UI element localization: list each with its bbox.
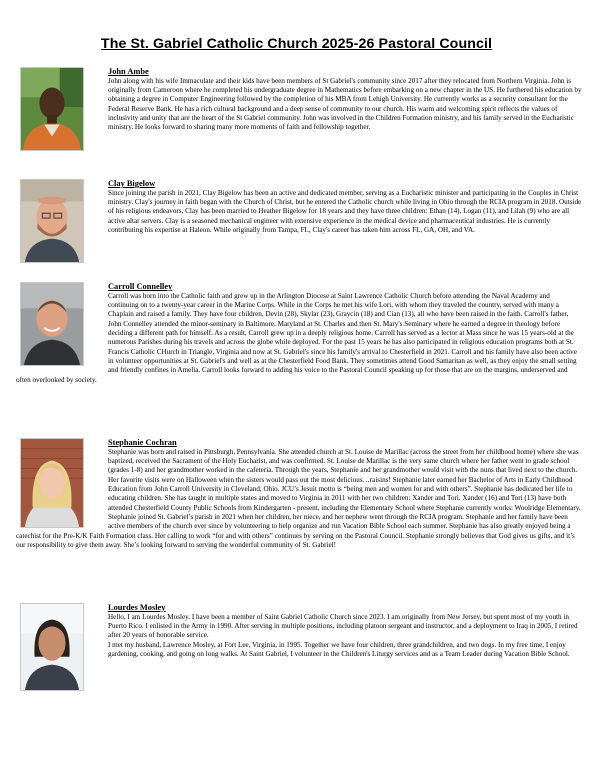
member-photo [20, 67, 84, 151]
member-photo [20, 603, 84, 691]
member-bio-clay-bigelow [16, 179, 582, 265]
member-bio-john-ambe [16, 67, 582, 153]
member-bio-lourdes-mosley [16, 603, 582, 693]
member-bio-carroll-connelley [16, 282, 582, 385]
member-name: Lourdes Mosley [108, 603, 166, 612]
member-bio-text: Carroll was born into the Catholic faith and grew up in the Arlington Diocese at Saint Lawrence Catholic Church before attending the Naval Academy and continuing on to a twenty-year career in the Marine Corps. While in the Corps he met his wife Lori, with whom they traveled the country, served with many a Chaplain and raised a family. They have four children, Devin (28), Skylar (23), Graycin (18) and Cian (13), all who have been raised in the faith. Carroll's father, John Connelley attended the minor-seminary in Baltimore, Maryland at St. Charles and then St. Mary's Seminary where he earned a degree in theology before deciding a different path for himself. As a result, Carroll grew up in a deeply religious home. Carroll has served as a lector at Mass since he was 15 years-old at the numerous Parishes during his travels and across the globe while deployed. For the past 15 years he has also participated in religious education programs both at St. Francis Catholic CHurch in Triangle, Virginia and now at St. Gabriel's since his family's arrival to Chesterfield in 2021. Carroll and his family have also been active in volunteer opportunities at St. Gabriel's and well as at the Chesterfield Food Bank. They sometimes attend Good Samaritan as well, as they enjoy the small setting and friendly confines in Amelia. Carroll looks forward to adding his voice to the Pastoral Council speaking up for those that are on the margins, underserved and often overlooked by society. [16, 291, 577, 384]
member-bio-text: John along with his wife Immaculate and their kids have been members of St Gabriel's community since 2017 after they relocated from Northern Virginia. John is originally from Cameroon where he completed his undergraduate degree in Mathematics before embarking on a new chapter in the US. He furthered his education by obtaining a degree in Computer Engineering followed by the completion of his MBA from Lehigh University. He currently works as a security consultant for the Federal Reserve Bank. He has a rich cultural background and a deep sense of community to our church. His warm and welcoming spirit reflects the values of inclusivity and unity that are the heart of the St Gabriel community. John was involved in the Children Formation ministry, and his family served in the Eucharistic ministry. He looks forward to sharing many more moments of faith and fellowship together. [108, 76, 582, 132]
page-title: The St. Gabriel Catholic Church 2025-26 Pastoral Council [100, 36, 493, 52]
member-bio-text: Since joining the parish in 2021, Clay Bigelow has been an active and dedicated member, serving as a Eucharistic minister and participating in the Couples in Christ ministry. Clay's journey in faith began with the Church of Christ, but he entered the Catholic church while living in Ohio through the RCIA program in 2018. Outside of his religious endeavors, Clay has been married to Heather Bigelow for 18 years and they have three children: Ethan (14), Logan (11), and Lilah (9) who are all active altar servers. Clay is a seasoned mechanical engineer with extensive experience in the medical device and pharmaceutical industries. He is currently contributing his expertise at Haleon. While originally from Tampa, FL, Clay's career has taken him across FL, GA, OH, and VA. [108, 188, 582, 234]
member-name: John Ambe [108, 67, 149, 76]
member-bio-text: Hello, I am Lourdes Mosley. I have been a member of Saint Gabriel Catholic Church since 2023. I am originally from New Jersey, but spent most of my youth in Puerto Rico. I enlisted in the Army in 1990. After serving in multiple positions, including platoon sergeant and instructor, and a deployment to Iraq in 2005, I retired after 20 years of honorable service. [108, 612, 578, 640]
member-name: Clay Bigelow [108, 179, 156, 188]
member-bio-text-2: I met my husband, Lawrence Mosley, at Fort Lee, Virginia, in 1995. Together we have four children, three grandchildren, and two dogs. In my free time, I enjoy gardening, cooking, and going on long walks. At Saint Gabriel, I volunteer in the Children's Liturgy services and as a Team Leader during Vacation Bible School. [108, 640, 570, 658]
member-name: Stephanie Cochran [108, 438, 177, 447]
member-photo [20, 438, 84, 528]
member-bio-stephanie-cochran [16, 438, 582, 550]
member-photo [20, 282, 84, 366]
member-name: Carroll Connelley [108, 282, 173, 291]
member-photo [20, 179, 84, 263]
member-bio-text: Stephanie was born and raised in Pittsburgh, Pennsylvania. She attended church at St. Louise de Marillac (across the street from her childhood home) where she was baptized, received the Sacrament of the Holy Eucharist, and was confirmed. St. Louise de Marillac is the very same church where her father went to grade school (grades 1-8) and her grandmother worked in the cafeteria. Through the years, Stephanie and her grandmother would visit with the nuns that lived next to the church. Her favorite visits were on Halloween when the sisters would pass out the most delicious…raisins! Stephanie later earned her Bachelor of Arts in Early Childhood Education from John Carroll University in Cleveland, Ohio. JCU’s Jesuit motto is “being men and women for and with others”. Stephanie has dedicated her life to educating children. She has taught in multiple states and moved to Virginia in 2011 with her two children: Xander and Tori. Xander (16) and Tori (13) have both attended Chesterfield County Public Schools from Kindergarten - present, including the Elementary School where Stephanie currently works: Woolridge Elementary. Stephanie joined St. Gabriel’s parish in 2021 when her children, her niece, and her nephew went through the RCIA program. Stephanie and her family have been active members of the church ever since by volunteering to help organize and run Vacation Bible School each summer. Stephanie has also greatly enjoyed being a catechist for the Pre-K/K Faith Formation class. Her calling to work “for and with others” continues by serving on the Pastoral Council. Stephanie strongly believes that God gives us gifts, and it’s our responsibility to give them away. She’s looking forward to serving the wonderful community of St. Gabriel! [16, 447, 581, 550]
